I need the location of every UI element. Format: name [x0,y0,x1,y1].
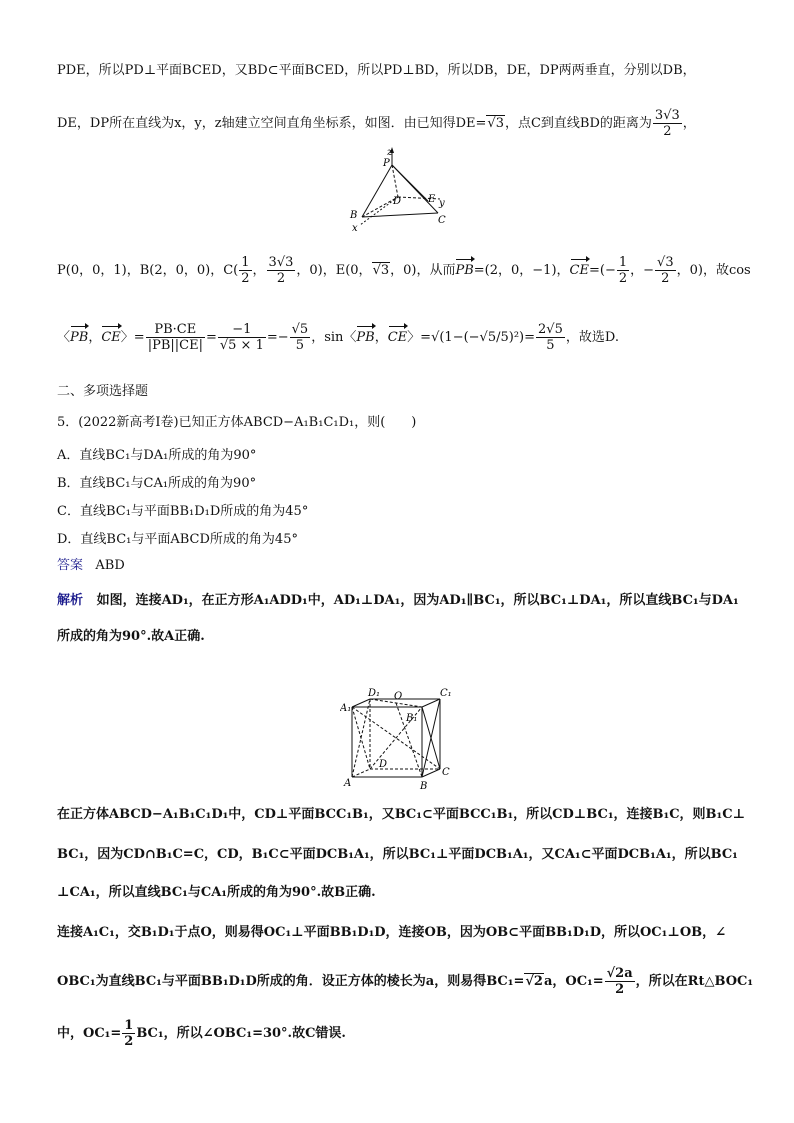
para4-line: 中，OC₁= $\frac{1}{2}$ BC₁，所以∠OBC₁=30°.故C错误. [57,1018,346,1049]
label-E: E [428,194,436,205]
option-b: B．直线BC₁与CA₁所成的角为90° [57,476,257,491]
text-seg: ，点C到直线BD的距离为 [504,116,652,131]
label-B1: B₁ [406,713,418,724]
label-x: x [352,223,358,233]
cos-fraction: $\frac{PB\cdot CE}{|PB||CE|}$ [147,322,203,353]
answer-value: ABD [95,558,125,573]
analysis-line-2: 所成的角为90°.故A正确. [57,629,205,644]
question-stem: 5．(2022新高考Ⅰ卷)已知正方体ABCD−A₁B₁C₁D₁，则( ) [57,415,417,430]
para2-line-1: 在正方体ABCD−A₁B₁C₁D₁中，CD⊥平面BCC₁B₁，又BC₁⊂平面BCC₁B₁，所以CD⊥BC₁，连接B₁C，则B₁C⊥ [57,807,746,822]
label-D: D [393,196,402,207]
analysis-line-1: 解析 如图，连接AD₁，在正方形A₁ADD₁中，AD₁⊥DA₁，因为AD₁∥BC₁，所以BC₁⊥DA₁，所以直线BC₁与DA₁ [57,593,739,608]
sqrt3: √3 [487,116,504,131]
option-a: A．直线BC₁与DA₁所成的角为90° [57,448,257,463]
para3-line-2: OBC₁为直线BC₁与平面BB₁D₁D所成的角．设正方体的棱长为a，则易得BC₁=√2a，OC₁= $\frac{√2a}{2}$ ，所以在Rt△BOC₁ [57,966,754,997]
label-C: C [438,215,446,226]
para3-line-1: 连接A₁C₁，交B₁D₁于点O，则易得OC₁⊥平面BB₁D₁D，连接OB，因为OB⊂平面BB₁D₁D，所以OC₁⊥OB，∠ [57,925,727,940]
label-C1: C₁ [440,688,452,699]
cube-figure [340,687,460,795]
text-line-4: 〈PB，CE〉= $\frac{PB\cdot CE}{|PB||CE|}$ = $\frac{-1}{√5 \times 1}$ =− $\frac{√5}{5}$ ，sin〈PB，CE〉=√(1−(−√5/5)²)= $\frac{2√5}{5}$ ，故选D. [57,322,619,353]
vector-CE: CE [569,263,589,278]
answer-line [57,557,125,575]
text-line-2: DE，DP所在直线为x，y，z轴建立空间直角坐标系，如图．由已知得DE=√3，点C到直线BD的距离为 $\frac{3√3}{2}$ ， [57,108,696,139]
option-c: C．直线BC₁与平面BB₁D₁D所成的角为45° [57,504,309,519]
answer-label: 答案 [57,558,84,573]
text-line-1: PDE，所以PD⊥平面BCED，又BD⊂平面BCED，所以PD⊥BD，所以DB，DE，DP两两垂直，分别以DB， [57,63,696,78]
section-title: 二、多项选择题 [57,384,149,399]
label-B: B [350,210,358,221]
label-D1: D₁ [368,688,381,699]
label-A: A [344,778,352,789]
label-A1: A₁ [340,703,352,714]
label-C: C [442,767,450,778]
label-O: O [394,691,403,702]
label-z: z [387,147,393,158]
sin-expression: √(1−(−√5/5)²) [431,330,525,345]
option-d: D．直线BC₁与平面ABCD所成的角为45° [57,532,298,547]
text-line-3: P(0，0，1)，B(2，0，0)，C( $\frac{1}{2}$ ， $\frac{3√3}{2}$ ，0)，E(0，√3，0)，从而PB=(2，0，−1)，CE=(− $\frac{1}{2}$ ，− $\frac{√3}{2}$ ，0)，故cos [57,255,751,286]
fraction-3sqrt3-over-2: $\frac{3√3}{2}$ [654,108,680,139]
label-y: y [439,198,445,209]
analysis-label: 解析 [57,593,84,608]
para2-line-2: BC₁，因为CD∩B₁C=C，CD，B₁C⊂平面DCB₁A₁，所以BC₁⊥平面DCB₁A₁，又CA₁⊂平面DCB₁A₁，所以BC₁ [57,847,738,862]
vector-PB: PB [455,263,474,278]
coordinate-figure [340,145,460,233]
label-P: P [383,158,390,169]
para2-line-3: ⊥CA₁，所以直线BC₁与CA₁所成的角为90°.故B正确. [57,885,376,900]
label-D: D [379,759,388,770]
label-B: B [420,781,428,792]
text-seg: DE，DP所在直线为x，y，z轴建立空间直角坐标系，如图．由已知得DE= [57,116,487,131]
